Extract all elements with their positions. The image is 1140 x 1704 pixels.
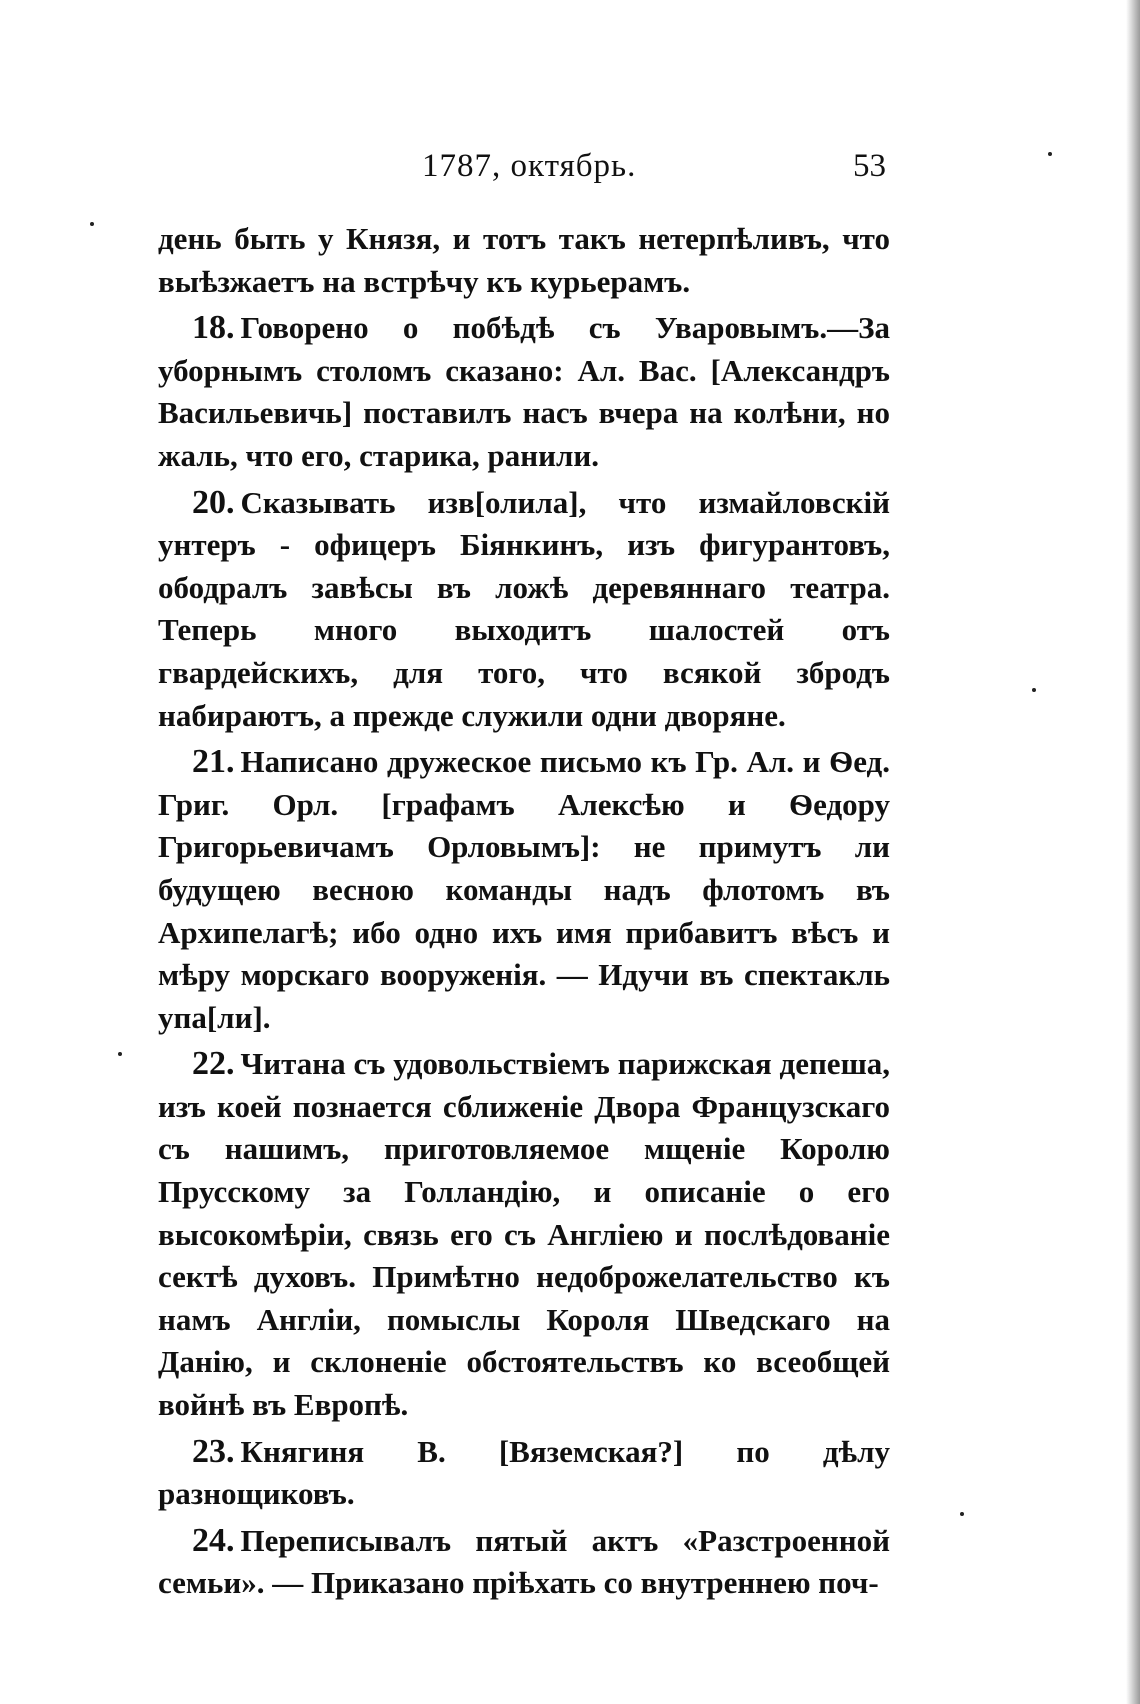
print-speck [90,222,94,226]
print-speck [1048,152,1052,156]
entry-date: 21. [192,743,235,781]
entry-text: Сказывать изв[олила], что измайловскій унтеръ - офицеръ Біянкинъ, изъ фигурантовъ, ободралъ завѣсы въ ложѣ деревяннаго театра. Теперь много выходитъ шалостей отъ гвардейскихъ, для того, что всякой збродъ набираютъ, а прежде служили одни дворяне. [158,484,890,733]
entry-text: Говорено о побѣдѣ съ Уваровымъ.—За уборнымъ столомъ сказано: Ал. Вас. [Александръ Васильевичь] поставилъ насъ вчера на колѣни, но жаль, что его, старика, ранили. [158,310,890,473]
print-speck [1032,688,1036,692]
diary-entry-20 [158,482,890,738]
page-body [158,218,890,1609]
entry-date: 24. [192,1521,235,1559]
print-speck [960,1512,964,1516]
entry-date: 18. [192,309,235,347]
diary-entry-22 [158,1043,890,1426]
entry-text: Читана съ удовольствіемъ парижская депеша, изъ коей познается сближеніе Двора Французскаго съ нашимъ, приготовляемое мщеніе Королю Прусскому за Голландію, и описаніе о его высокомѣріи, связь его съ Англіею и послѣдованіе сектѣ духовъ. Примѣтно недоброжелательство къ намъ Англіи, помыслы Короля Шведскаго на Данію, и склоненіе обстоятельствъ ко всеобщей войнѣ въ Европѣ. [158,1046,890,1423]
entry-date: 20. [192,483,235,521]
diary-entry-21 [158,741,890,1039]
page-number: 53 [853,148,886,184]
entry-text: Переписывалъ пятый актъ «Разстроенной семьи». — Приказано пріѣхать со внутреннею поч- [158,1522,890,1601]
page-header [158,148,890,190]
running-title: 1787, октябрь. [422,148,637,184]
diary-entry-23 [158,1431,890,1516]
continuation-paragraph: день быть у Князя, и тотъ такъ нетерпѣливъ, что выѣзжаетъ на встрѣчу къ курьерамъ. [158,221,890,299]
entry-text: Написано дружеское письмо къ Гр. Ал. и Ѳед. Григ. Орл. [графамъ Алексѣю и Ѳедору Григорьевичамъ Орловымъ]: не примутъ ли будущею весною команды надъ флотомъ въ Архипелагѣ; ибо одно ихъ имя прибавитъ вѣсъ и мѣру морскаго вооруженія. — Идучи въ спектакль упа[ли]. [158,744,890,1035]
page-binding-edge [1126,0,1140,1704]
entry-text: Княгиня В. [Вяземская?] по дѣлу разнощиковъ. [158,1433,890,1512]
diary-entry-18 [158,307,890,477]
diary-entry-24 [158,1520,890,1605]
entry-date: 22. [192,1045,235,1083]
entry-date: 23. [192,1432,235,1470]
print-speck [118,1052,122,1056]
